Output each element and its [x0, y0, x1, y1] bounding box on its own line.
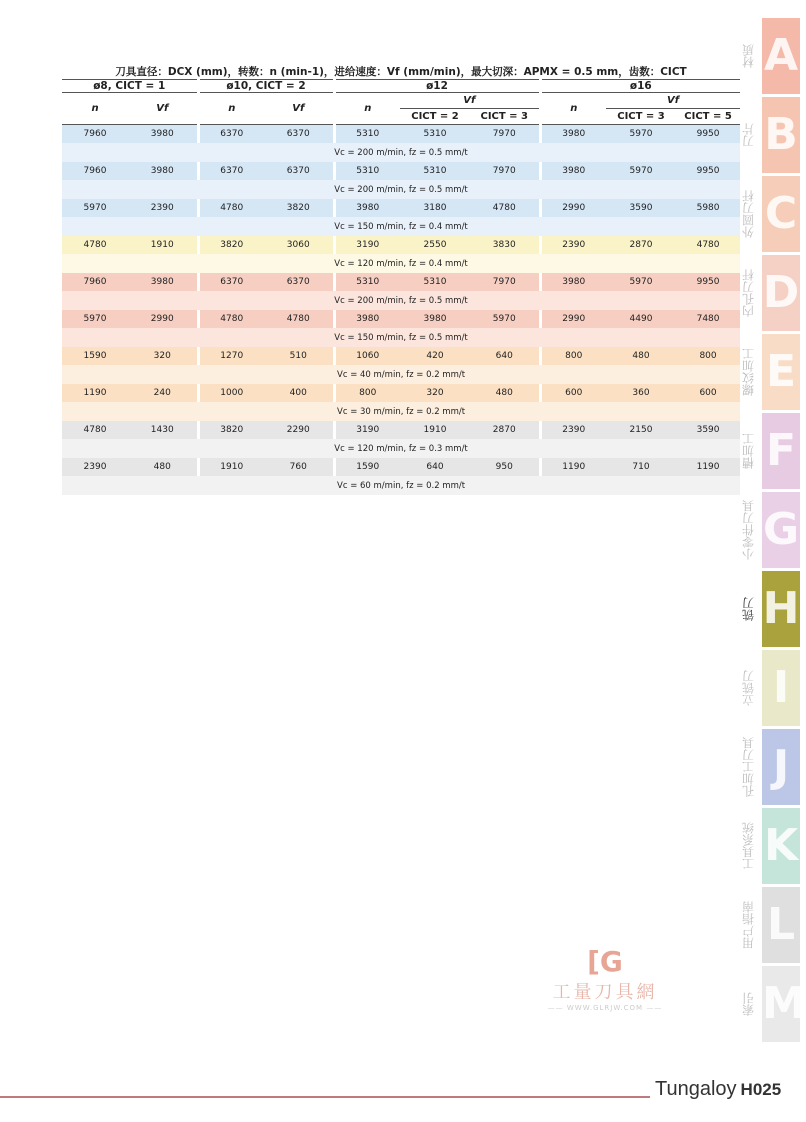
table-cell: 5970: [470, 310, 540, 328]
tab-l[interactable]: [735, 887, 800, 963]
tab-label: 铣刀: [741, 597, 756, 621]
table-row: [62, 199, 740, 217]
condition-row: [62, 217, 740, 236]
tab-c[interactable]: [735, 176, 800, 252]
table-cell: 2870: [606, 236, 676, 254]
cutting-condition: Vc = 120 m/min, fz = 0.4 mm/t: [62, 254, 740, 273]
cutting-condition: Vc = 40 m/min, fz = 0.2 mm/t: [62, 365, 740, 384]
tab-letter: K: [763, 820, 799, 871]
cutting-condition: Vc = 30 m/min, fz = 0.2 mm/t: [62, 402, 740, 421]
table-cell: 2990: [128, 310, 198, 328]
watermark-logo: [G: [587, 945, 623, 978]
tab-letter: I: [772, 662, 790, 713]
col-n-d8: n: [62, 93, 128, 125]
tab-letter: D: [762, 267, 800, 318]
table-row: [62, 458, 740, 476]
condition-row: [62, 143, 740, 162]
table-cell: 2390: [128, 199, 198, 217]
table-cell: 1430: [128, 421, 198, 439]
table-cell: 5970: [62, 310, 128, 328]
table-cell: 9950: [676, 162, 740, 180]
table-cell: 1910: [400, 421, 470, 439]
table-cell: 3190: [334, 421, 400, 439]
table-cell: 800: [540, 347, 606, 365]
tab-label: 刀片: [741, 123, 756, 147]
table-cell: 4780: [264, 310, 334, 328]
table-cell: 400: [264, 384, 334, 402]
condition-row: [62, 291, 740, 310]
table-cell: 2390: [62, 458, 128, 476]
table-cell: 4780: [62, 236, 128, 254]
tab-letter: G: [762, 504, 800, 555]
table-cell: 5310: [334, 125, 400, 144]
tab-letter: L: [766, 899, 796, 950]
table-cell: 6370: [198, 273, 264, 291]
table-row: [62, 347, 740, 365]
table-cell: 1190: [62, 384, 128, 402]
col-cict5-d16: CICT = 5: [676, 109, 740, 125]
tab-f[interactable]: [735, 413, 800, 489]
watermark: [540, 945, 670, 1012]
tab-letter: F: [765, 425, 797, 476]
condition-row: [62, 180, 740, 199]
table-cell: 1590: [62, 347, 128, 365]
cutting-condition: Vc = 150 m/min, fz = 0.5 mm/t: [62, 328, 740, 347]
table-cell: 800: [676, 347, 740, 365]
table-cell: 480: [606, 347, 676, 365]
tab-label: 小零件刀具: [741, 500, 756, 560]
tab-letter: H: [762, 583, 800, 634]
watermark-name: 工量刀具網: [552, 982, 658, 1003]
tab-label: 索引: [741, 992, 756, 1016]
tab-label: 螺纹加工: [741, 348, 756, 396]
table-cell: 1910: [128, 236, 198, 254]
table-cell: 480: [128, 458, 198, 476]
table-row: [62, 384, 740, 402]
table-cell: 1910: [198, 458, 264, 476]
table-cell: 7960: [62, 162, 128, 180]
condition-row: [62, 439, 740, 458]
table-cell: 1190: [540, 458, 606, 476]
table-cell: 800: [334, 384, 400, 402]
tab-label: 立铣刀: [741, 670, 756, 706]
table-cell: 7970: [470, 125, 540, 144]
table-cell: 360: [606, 384, 676, 402]
tab-label: 材质: [741, 44, 756, 68]
cutting-condition: Vc = 60 m/min, fz = 0.2 mm/t: [62, 476, 740, 495]
table-cell: 6370: [264, 125, 334, 144]
table-cell: 3980: [540, 125, 606, 144]
tab-d[interactable]: [735, 255, 800, 331]
table-cell: 5310: [400, 125, 470, 144]
table-cell: 4780: [198, 310, 264, 328]
tab-label: 工具系统: [741, 822, 756, 870]
col-n-d10: n: [198, 93, 264, 125]
table-cell: 2390: [540, 421, 606, 439]
table-row: [62, 162, 740, 180]
table-cell: 3980: [128, 125, 198, 144]
tab-e[interactable]: [735, 334, 800, 410]
col-vf-d16: Vf: [606, 93, 740, 109]
table-cell: 480: [470, 384, 540, 402]
tab-k[interactable]: [735, 808, 800, 884]
table-cell: 3980: [334, 310, 400, 328]
col-n-d12: n: [334, 93, 400, 125]
table-cell: 4780: [470, 199, 540, 217]
tab-label: 内孔刀杆: [741, 269, 756, 317]
table-cell: 4780: [62, 421, 128, 439]
table-cell: 3980: [128, 273, 198, 291]
cutting-conditions-table: [62, 64, 740, 495]
col-cict3-d16: CICT = 3: [606, 109, 676, 125]
table-row: [62, 421, 740, 439]
table-cell: 640: [470, 347, 540, 365]
table-row: [62, 310, 740, 328]
table-cell: 5980: [676, 199, 740, 217]
table-cell: 640: [400, 458, 470, 476]
tab-b[interactable]: [735, 97, 800, 173]
condition-row: [62, 328, 740, 347]
tab-letter: E: [765, 346, 797, 397]
condition-row: [62, 254, 740, 273]
table-cell: 3590: [676, 421, 740, 439]
table-cell: 5970: [606, 125, 676, 144]
watermark-url: —— WWW.GLRJW.COM ——: [547, 1004, 663, 1012]
tab-letter: J: [772, 741, 790, 792]
tab-j[interactable]: [735, 729, 800, 805]
table-cell: 5310: [400, 273, 470, 291]
table-cell: 3820: [264, 199, 334, 217]
table-cell: 3590: [606, 199, 676, 217]
table-row: [62, 125, 740, 144]
table-cell: 6370: [264, 273, 334, 291]
table-cell: 2870: [470, 421, 540, 439]
cutting-condition: Vc = 120 m/min, fz = 0.3 mm/t: [62, 439, 740, 458]
table-cell: 7960: [62, 273, 128, 291]
table-row: [62, 236, 740, 254]
condition-row: [62, 365, 740, 384]
table-cell: 1190: [676, 458, 740, 476]
col-vf-d10: Vf: [264, 93, 334, 125]
page-number: H025: [740, 1080, 782, 1099]
table-cell: 3980: [540, 162, 606, 180]
col-n-d16: n: [540, 93, 606, 125]
table-cell: 7480: [676, 310, 740, 328]
tab-label: 槽加工: [741, 433, 756, 469]
table-cell: 420: [400, 347, 470, 365]
tab-letter: M: [762, 978, 806, 1029]
col-cict2-d12: CICT = 2: [400, 109, 470, 125]
tab-g[interactable]: [735, 492, 800, 568]
table-cell: 2390: [540, 236, 606, 254]
group-d12: ø12: [334, 80, 540, 93]
cutting-condition: Vc = 150 m/min, fz = 0.4 mm/t: [62, 217, 740, 236]
table-cell: 5970: [606, 273, 676, 291]
table-cell: 710: [606, 458, 676, 476]
tab-label: 孔加工刀具: [741, 737, 756, 797]
table-cell: 6370: [198, 162, 264, 180]
table-cell: 1590: [334, 458, 400, 476]
table-cell: 1060: [334, 347, 400, 365]
table-cell: 600: [540, 384, 606, 402]
table-cell: 2990: [540, 199, 606, 217]
condition-row: [62, 402, 740, 421]
table-cell: 5970: [606, 162, 676, 180]
footer: [655, 1078, 781, 1101]
table-cell: 1270: [198, 347, 264, 365]
tab-a[interactable]: [735, 18, 800, 94]
brand-name: Tungaloy: [655, 1078, 737, 1100]
table-caption: 刀具直径：DCX (mm)，转数：n (min-1)，进给速度：Vf (mm/min)，最大切深：APMX = 0.5 mm，齿数：CICT: [62, 64, 740, 80]
table-cell: 9950: [676, 125, 740, 144]
table-cell: 2550: [400, 236, 470, 254]
table-cell: 1000: [198, 384, 264, 402]
group-d10: ø10, CICT = 2: [198, 80, 334, 93]
table-cell: 3830: [470, 236, 540, 254]
col-cict3-d12: CICT = 3: [470, 109, 540, 125]
table-cell: 3980: [128, 162, 198, 180]
table-cell: 4490: [606, 310, 676, 328]
footer-rule: [0, 1096, 650, 1098]
table-body: [62, 125, 740, 496]
table-cell: 510: [264, 347, 334, 365]
tab-label: 用户指南: [741, 901, 756, 949]
table-cell: 3820: [198, 421, 264, 439]
table-cell: 4780: [676, 236, 740, 254]
group-d16: ø16: [540, 80, 740, 93]
table-cell: 600: [676, 384, 740, 402]
col-vf-d8: Vf: [128, 93, 198, 125]
table-cell: 240: [128, 384, 198, 402]
table-cell: 4780: [198, 199, 264, 217]
cutting-condition: Vc = 200 m/min, fz = 0.5 mm/t: [62, 291, 740, 310]
condition-row: [62, 476, 740, 495]
tab-label: 外圆刀杆: [741, 190, 756, 238]
table-cell: 9950: [676, 273, 740, 291]
table-cell: 5310: [334, 162, 400, 180]
table-cell: 3980: [540, 273, 606, 291]
table-cell: 7970: [470, 162, 540, 180]
table-cell: 3180: [400, 199, 470, 217]
table-row: [62, 273, 740, 291]
tab-i[interactable]: [735, 650, 800, 726]
cutting-condition: Vc = 200 m/min, fz = 0.5 mm/t: [62, 143, 740, 162]
table-cell: 5970: [62, 199, 128, 217]
table-cell: 5310: [334, 273, 400, 291]
table-cell: 7960: [62, 125, 128, 144]
table-cell: 3980: [400, 310, 470, 328]
tab-letter: C: [764, 188, 798, 239]
tab-letter: A: [763, 30, 799, 81]
table-cell: 320: [400, 384, 470, 402]
table-cell: 6370: [264, 162, 334, 180]
table-cell: 3820: [198, 236, 264, 254]
table-cell: 5310: [400, 162, 470, 180]
table-cell: 950: [470, 458, 540, 476]
table-cell: 6370: [198, 125, 264, 144]
table-cell: 3190: [334, 236, 400, 254]
table-cell: 2150: [606, 421, 676, 439]
col-vf-d12: Vf: [400, 93, 540, 109]
table-cell: 2290: [264, 421, 334, 439]
tab-letter: B: [764, 109, 798, 160]
table-cell: 760: [264, 458, 334, 476]
cutting-condition: Vc = 200 m/min, fz = 0.5 mm/t: [62, 180, 740, 199]
group-d8: ø8, CICT = 1: [62, 80, 198, 93]
tab-h[interactable]: [735, 571, 800, 647]
table-cell: 7970: [470, 273, 540, 291]
table-cell: 2990: [540, 310, 606, 328]
table-cell: 3980: [334, 199, 400, 217]
table-cell: 320: [128, 347, 198, 365]
table-cell: 3060: [264, 236, 334, 254]
tab-m[interactable]: [735, 966, 806, 1042]
